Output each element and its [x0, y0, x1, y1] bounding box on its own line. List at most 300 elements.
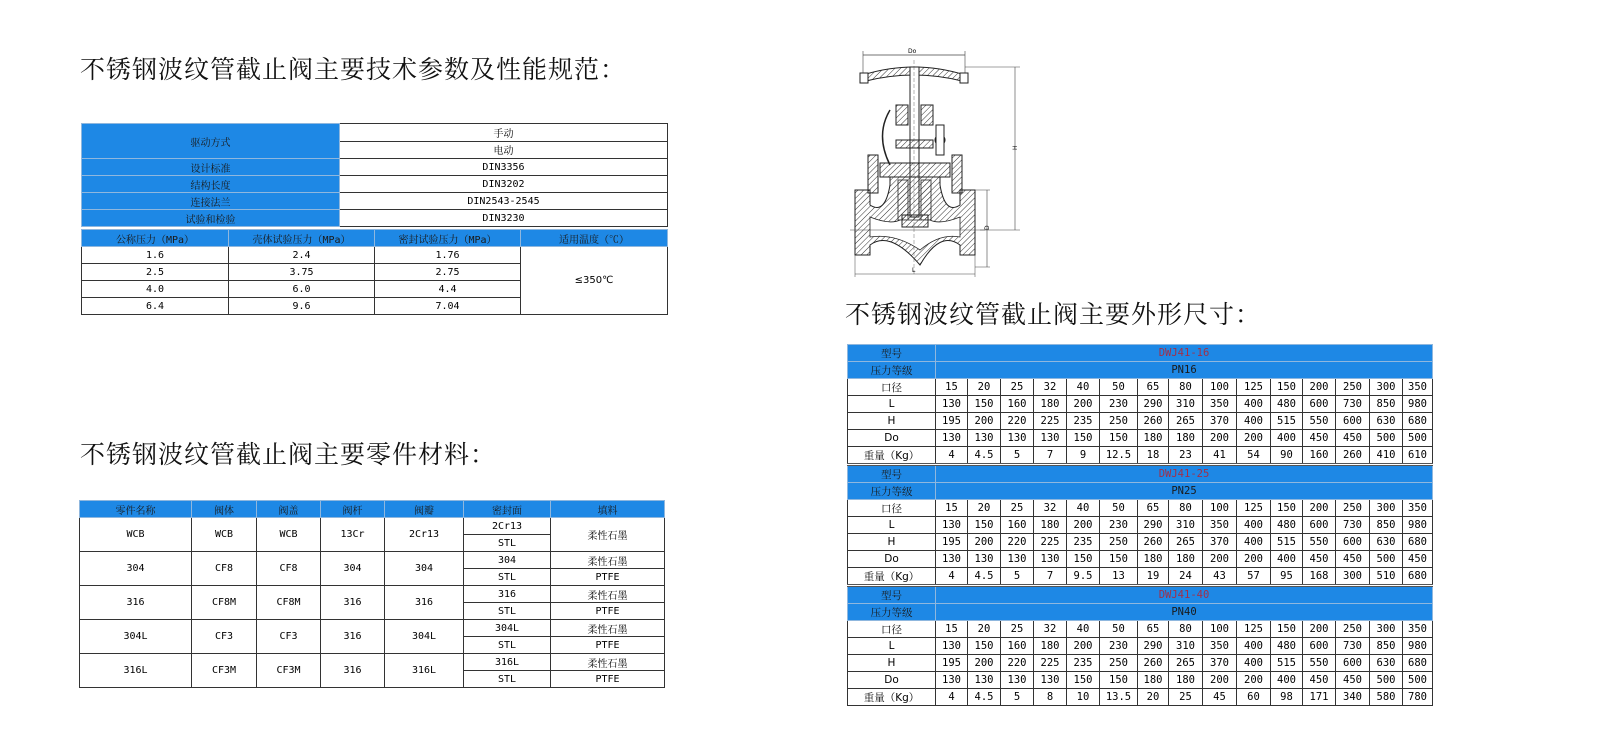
dimension-cell: 90 — [1271, 447, 1303, 465]
dimension-cell: 400 — [1237, 413, 1271, 430]
dimension-cell: 5 — [1001, 689, 1034, 706]
dimension-cell: 130 — [936, 551, 968, 568]
dimension-cell: 500 — [1370, 672, 1403, 689]
dimension-cell: 95 — [1271, 568, 1303, 586]
dimension-cell: 43 — [1203, 568, 1237, 586]
pressure-cell: 6.4 — [82, 298, 229, 315]
dimension-cell: 130 — [936, 430, 968, 447]
dimension-cell: 200 — [1067, 517, 1100, 534]
dimension-row — [848, 689, 1433, 706]
dimension-row-label: H — [848, 655, 936, 672]
dimension-cell: 200 — [968, 413, 1001, 430]
dimension-cell: 130 — [968, 672, 1001, 689]
pressure-cell: 2.5 — [82, 264, 229, 281]
material-bonnet: CF3M — [257, 654, 321, 688]
pressure-label: 压力等级 — [848, 483, 936, 500]
dimension-cell: 310 — [1169, 638, 1203, 655]
dimension-row-label: 口径 — [848, 621, 936, 638]
temperature-cell: ≤350℃ — [521, 247, 668, 315]
dimension-cell: 195 — [936, 655, 968, 672]
pressure-row — [848, 604, 1433, 621]
dimension-row-label: 重量（Kg） — [848, 689, 936, 706]
dimension-cell: 13.5 — [1100, 689, 1138, 706]
dimension-cell: 4.5 — [968, 689, 1001, 706]
material-seal: 316 — [464, 586, 551, 603]
dimension-cell: 250 — [1336, 621, 1370, 638]
dimension-cell: 400 — [1237, 534, 1271, 551]
dimension-cell: 310 — [1169, 517, 1203, 534]
dimension-cell: 250 — [1336, 500, 1370, 517]
dimension-row — [848, 534, 1433, 551]
dimension-row — [848, 379, 1433, 396]
pressure-cell: 6.0 — [229, 281, 375, 298]
pressure-cell: 2.75 — [375, 264, 521, 281]
pressure-header: 壳体试验压力（MPa） — [229, 230, 375, 247]
dimension-cell: 200 — [1237, 672, 1271, 689]
dimension-row-label: 重量（Kg） — [848, 447, 936, 465]
dimension-cell: 260 — [1138, 534, 1169, 551]
dimension-cell: 25 — [1169, 689, 1203, 706]
material-seal: STL — [464, 535, 551, 552]
dimension-cell: 200 — [1203, 430, 1237, 447]
material-body: CF8 — [192, 552, 257, 586]
dimension-cell: 150 — [968, 517, 1001, 534]
dimension-cell: 730 — [1336, 396, 1370, 413]
material-name: WCB — [80, 518, 192, 552]
dimension-cell: 265 — [1169, 534, 1203, 551]
dimension-cell: 500 — [1370, 430, 1403, 447]
dimension-cell: 18 — [1138, 447, 1169, 465]
pressure-cell: 1.76 — [375, 247, 521, 264]
specs-table — [81, 123, 668, 227]
materials-header: 零件名称 — [80, 501, 192, 518]
material-bonnet: CF3 — [257, 620, 321, 654]
dimension-row-label: H — [848, 413, 936, 430]
dimension-row — [848, 551, 1433, 568]
spec-label: 试验和检验 — [82, 210, 340, 227]
dimension-cell: 150 — [1067, 551, 1100, 568]
material-packing: 柔性石墨 — [551, 518, 665, 552]
dimension-cell: 515 — [1271, 534, 1303, 551]
dimension-cell: 7 — [1034, 447, 1067, 465]
material-packing: 柔性石墨 — [551, 552, 665, 569]
dimension-cell: 150 — [1100, 551, 1138, 568]
dimension-cell: 100 — [1203, 379, 1237, 396]
dimension-cell: 41 — [1203, 447, 1237, 465]
dimension-row — [848, 655, 1433, 672]
pressure-value: PN25 — [936, 483, 1433, 500]
dimension-cell: 12.5 — [1100, 447, 1138, 465]
dimension-cell: 23 — [1169, 447, 1203, 465]
dimension-cell: 400 — [1237, 638, 1271, 655]
material-name: 316 — [80, 586, 192, 620]
material-bonnet: WCB — [257, 518, 321, 552]
pressure-label: 压力等级 — [848, 604, 936, 621]
dimension-cell: 100 — [1203, 500, 1237, 517]
dimension-cell: 25 — [1001, 379, 1034, 396]
dimension-cell: 40 — [1067, 621, 1100, 638]
dimension-cell: 5 — [1001, 568, 1034, 586]
dimension-cell: 200 — [1203, 551, 1237, 568]
dimension-row — [848, 517, 1433, 534]
dimension-cell: 350 — [1203, 517, 1237, 534]
dimension-cell: 20 — [968, 500, 1001, 517]
dimension-cell: 600 — [1336, 413, 1370, 430]
dimension-cell: 310 — [1169, 396, 1203, 413]
dimension-cell: 125 — [1237, 621, 1271, 638]
dimension-cell: 250 — [1100, 655, 1138, 672]
dimension-cell: 480 — [1271, 517, 1303, 534]
material-disc: 304L — [385, 620, 464, 654]
dimension-cell: 510 — [1370, 568, 1403, 586]
dimension-cell: 130 — [1001, 430, 1034, 447]
dimension-cell: 500 — [1403, 672, 1433, 689]
dimension-cell: 9 — [1067, 447, 1100, 465]
dimension-row-label: Do — [848, 551, 936, 568]
material-packing: 柔性石墨 — [551, 654, 665, 671]
dimension-row-label: L — [848, 396, 936, 413]
dimension-cell: 350 — [1403, 500, 1433, 517]
dimension-cell: 125 — [1237, 500, 1271, 517]
material-packing: PTFE — [551, 569, 665, 586]
dimension-row — [848, 568, 1433, 586]
dimension-cell: 25 — [1001, 500, 1034, 517]
dimension-cell: 100 — [1203, 621, 1237, 638]
spec-value: DIN3356 — [340, 159, 668, 176]
material-packing: PTFE — [551, 637, 665, 654]
dimension-cell: 4.5 — [968, 568, 1001, 586]
dimension-cell: 130 — [936, 638, 968, 655]
dimension-cell: 180 — [1169, 551, 1203, 568]
dimension-cell: 235 — [1067, 413, 1100, 430]
dimension-cell: 450 — [1336, 430, 1370, 447]
dimension-cell: 45 — [1203, 689, 1237, 706]
dimension-row-label: 口径 — [848, 379, 936, 396]
dimension-cell: 130 — [1034, 551, 1067, 568]
dimension-cell: 630 — [1370, 655, 1403, 672]
pressure-header: 适用温度（℃） — [521, 230, 668, 247]
dimension-row — [848, 500, 1433, 517]
dimension-cell: 195 — [936, 413, 968, 430]
dimension-cell: 200 — [1237, 551, 1271, 568]
dimension-cell: 4 — [936, 568, 968, 586]
dimension-cell: 195 — [936, 534, 968, 551]
pressure-cell: 9.6 — [229, 298, 375, 315]
dimension-cell: 130 — [936, 672, 968, 689]
model-label: 型号 — [848, 465, 936, 483]
dimension-cell: 340 — [1336, 689, 1370, 706]
spec-label: 连接法兰 — [82, 193, 340, 210]
dimension-cell: 225 — [1034, 534, 1067, 551]
specs-title: 不锈钢波纹管截止阀主要技术参数及性能规范： — [80, 55, 627, 84]
pressure-cell: 7.04 — [375, 298, 521, 315]
model-label: 型号 — [848, 345, 936, 362]
dimension-cell: 220 — [1001, 534, 1034, 551]
dimension-cell: 980 — [1403, 396, 1433, 413]
dimension-cell: 130 — [1034, 672, 1067, 689]
dimension-cell: 450 — [1336, 672, 1370, 689]
model-value: DWJ41-16 — [936, 345, 1433, 362]
material-packing: 柔性石墨 — [551, 586, 665, 603]
dimension-cell: 180 — [1034, 396, 1067, 413]
drive-label: 驱动方式 — [82, 124, 340, 159]
material-bonnet: CF8 — [257, 552, 321, 586]
material-seal: 2Cr13 — [464, 518, 551, 535]
dimension-cell: 400 — [1271, 672, 1303, 689]
dimension-cell: 300 — [1336, 568, 1370, 586]
dimension-cell: 225 — [1034, 413, 1067, 430]
dimension-cell: 180 — [1138, 430, 1169, 447]
dimension-row — [848, 638, 1433, 655]
material-seal: STL — [464, 603, 551, 620]
dimension-cell: 260 — [1336, 447, 1370, 465]
dimension-cell: 290 — [1138, 396, 1169, 413]
dimension-cell: 500 — [1370, 551, 1403, 568]
material-seal: STL — [464, 671, 551, 688]
dimension-cell: 290 — [1138, 517, 1169, 534]
dimension-cell: 225 — [1034, 655, 1067, 672]
dimension-cell: 850 — [1370, 517, 1403, 534]
material-name: 304 — [80, 552, 192, 586]
dimension-cell: 150 — [1271, 621, 1303, 638]
dimension-cell: 230 — [1100, 517, 1138, 534]
dimension-cell: 600 — [1336, 534, 1370, 551]
dimension-cell: 180 — [1034, 517, 1067, 534]
dimension-cell: 250 — [1336, 379, 1370, 396]
do-label: Do — [908, 48, 917, 55]
material-seal: 304L — [464, 620, 551, 637]
dimension-cell: 130 — [1001, 551, 1034, 568]
dimension-cell: 980 — [1403, 517, 1433, 534]
dimension-cell: 180 — [1138, 551, 1169, 568]
dimension-cell: 230 — [1100, 638, 1138, 655]
dimension-cell: 250 — [1100, 534, 1138, 551]
dimension-cell: 400 — [1237, 396, 1271, 413]
material-disc: 304 — [385, 552, 464, 586]
dimension-cell: 550 — [1303, 413, 1336, 430]
dimension-cell: 200 — [1067, 396, 1100, 413]
dimension-row — [848, 672, 1433, 689]
dimension-cell: 300 — [1370, 500, 1403, 517]
dimension-cell: 160 — [1001, 396, 1034, 413]
dimension-cell: 680 — [1403, 655, 1433, 672]
dimension-cell: 19 — [1138, 568, 1169, 586]
dimension-cell: 300 — [1370, 379, 1403, 396]
dimension-cell: 500 — [1403, 430, 1433, 447]
dimension-cell: 150 — [1067, 430, 1100, 447]
material-seal: STL — [464, 569, 551, 586]
dimension-cell: 180 — [1169, 430, 1203, 447]
dimension-cell: 630 — [1370, 534, 1403, 551]
pressure-row — [848, 362, 1433, 379]
dimension-cell: 150 — [1067, 672, 1100, 689]
dimension-cell: 80 — [1169, 621, 1203, 638]
dimension-cell: 600 — [1303, 638, 1336, 655]
dimension-cell: 260 — [1138, 413, 1169, 430]
materials-header: 阀盖 — [257, 501, 321, 518]
dimension-cell: 600 — [1303, 517, 1336, 534]
dimension-cell: 200 — [968, 655, 1001, 672]
dimensions-table — [847, 344, 1433, 706]
dimension-cell: 32 — [1034, 379, 1067, 396]
materials-header: 阀杆 — [321, 501, 385, 518]
dimension-cell: 680 — [1403, 534, 1433, 551]
material-disc: 316L — [385, 654, 464, 688]
dimension-cell: 5 — [1001, 447, 1034, 465]
dimension-cell: 220 — [1001, 655, 1034, 672]
dimension-cell: 515 — [1271, 413, 1303, 430]
dimension-cell: 15 — [936, 500, 968, 517]
dimension-cell: 850 — [1370, 396, 1403, 413]
drive-value-electric: 电动 — [340, 141, 668, 159]
dimension-cell: 9.5 — [1067, 568, 1100, 586]
dimension-cell: 400 — [1271, 551, 1303, 568]
dimension-cell: 8 — [1034, 689, 1067, 706]
dimension-cell: 57 — [1237, 568, 1271, 586]
pressure-cell: 4.4 — [375, 281, 521, 298]
spec-label: 结构长度 — [82, 176, 340, 193]
dimension-cell: 450 — [1336, 551, 1370, 568]
dimension-cell: 350 — [1403, 621, 1433, 638]
dimension-cell: 160 — [1001, 638, 1034, 655]
dimension-row — [848, 447, 1433, 465]
model-label: 型号 — [848, 586, 936, 604]
material-packing: PTFE — [551, 603, 665, 620]
dimension-cell: 400 — [1271, 430, 1303, 447]
dimension-row-label: H — [848, 534, 936, 551]
dimension-cell: 20 — [1138, 689, 1169, 706]
dimension-cell: 130 — [936, 396, 968, 413]
dimension-cell: 265 — [1169, 413, 1203, 430]
model-row — [848, 586, 1433, 604]
dimension-row-label: L — [848, 638, 936, 655]
dimension-row — [848, 413, 1433, 430]
dimension-cell: 260 — [1138, 655, 1169, 672]
dimension-row-label: L — [848, 517, 936, 534]
material-stem: 304 — [321, 552, 385, 586]
dimension-cell: 220 — [1001, 413, 1034, 430]
dimension-row — [848, 430, 1433, 447]
dimension-cell: 10 — [1067, 689, 1100, 706]
dimension-cell: 25 — [1001, 621, 1034, 638]
dimension-cell: 130 — [968, 430, 1001, 447]
dimension-cell: 350 — [1203, 396, 1237, 413]
material-bonnet: CF8M — [257, 586, 321, 620]
model-row — [848, 465, 1433, 483]
dimension-cell: 40 — [1067, 500, 1100, 517]
dimension-cell: 150 — [1100, 672, 1138, 689]
dimension-cell: 40 — [1067, 379, 1100, 396]
dimension-cell: 200 — [1303, 621, 1336, 638]
dimension-cell: 350 — [1203, 638, 1237, 655]
dimension-cell: 235 — [1067, 534, 1100, 551]
model-value: DWJ41-25 — [936, 465, 1433, 483]
dimension-cell: 130 — [968, 551, 1001, 568]
dimension-cell: 250 — [1100, 413, 1138, 430]
dimension-cell: 630 — [1370, 413, 1403, 430]
dimension-cell: 180 — [1034, 638, 1067, 655]
dimension-cell: 4 — [936, 689, 968, 706]
material-packing: 柔性石墨 — [551, 620, 665, 637]
dimension-cell: 180 — [1138, 672, 1169, 689]
dimension-cell: 680 — [1403, 413, 1433, 430]
dimension-cell: 80 — [1169, 500, 1203, 517]
dimension-cell: 200 — [1203, 672, 1237, 689]
pressure-row — [848, 483, 1433, 500]
dimension-cell: 15 — [936, 621, 968, 638]
dimension-row-label: 口径 — [848, 500, 936, 517]
material-body: WCB — [192, 518, 257, 552]
dimension-cell: 7 — [1034, 568, 1067, 586]
dimension-cell: 168 — [1303, 568, 1336, 586]
valve-cross-section-diagram — [850, 45, 1030, 280]
dimension-cell: 370 — [1203, 534, 1237, 551]
material-body: CF8M — [192, 586, 257, 620]
material-seal: STL — [464, 637, 551, 654]
h-label: H — [1012, 145, 1019, 150]
spec-value: DIN2543-2545 — [340, 193, 668, 210]
dimension-cell: 150 — [968, 396, 1001, 413]
materials-header: 填料 — [551, 501, 665, 518]
dimension-cell: 160 — [1001, 517, 1034, 534]
dimension-cell: 50 — [1100, 379, 1138, 396]
dimension-cell: 24 — [1169, 568, 1203, 586]
dimension-cell: 50 — [1100, 500, 1138, 517]
dimension-cell: 515 — [1271, 655, 1303, 672]
dimension-cell: 60 — [1237, 689, 1271, 706]
pressure-label: 压力等级 — [848, 362, 936, 379]
dimension-cell: 480 — [1271, 396, 1303, 413]
material-disc: 316 — [385, 586, 464, 620]
dimension-cell: 200 — [1067, 638, 1100, 655]
dimension-cell: 65 — [1138, 621, 1169, 638]
dimension-cell: 450 — [1303, 430, 1336, 447]
dimension-cell: 150 — [1100, 430, 1138, 447]
pressure-cell: 1.6 — [82, 247, 229, 264]
dimension-cell: 160 — [1303, 447, 1336, 465]
dimension-cell: 550 — [1303, 655, 1336, 672]
material-body: CF3M — [192, 654, 257, 688]
dimension-cell: 450 — [1403, 551, 1433, 568]
pressure-cell: 2.4 — [229, 247, 375, 264]
dimension-cell: 290 — [1138, 638, 1169, 655]
material-name: 304L — [80, 620, 192, 654]
l-label: L — [912, 267, 916, 274]
pressure-value: PN40 — [936, 604, 1433, 621]
dimension-cell: 150 — [968, 638, 1001, 655]
dimension-cell: 15 — [936, 379, 968, 396]
materials-title: 不锈钢波纹管截止阀主要零件材料： — [80, 440, 497, 469]
dimension-row-label: Do — [848, 430, 936, 447]
dimension-cell: 54 — [1237, 447, 1271, 465]
dimension-cell: 98 — [1271, 689, 1303, 706]
dimension-cell: 125 — [1237, 379, 1271, 396]
dimension-cell: 65 — [1138, 500, 1169, 517]
dimension-row — [848, 396, 1433, 413]
material-seal: 316L — [464, 654, 551, 671]
dimension-cell: 730 — [1336, 638, 1370, 655]
dimension-cell: 13 — [1100, 568, 1138, 586]
dimension-cell: 980 — [1403, 638, 1433, 655]
dimension-cell: 850 — [1370, 638, 1403, 655]
dimension-cell: 610 — [1403, 447, 1433, 465]
pressure-cell: 3.75 — [229, 264, 375, 281]
dimension-cell: 150 — [1271, 379, 1303, 396]
dimension-cell: 32 — [1034, 621, 1067, 638]
spec-value: DIN3230 — [340, 210, 668, 227]
dimension-cell: 130 — [1001, 672, 1034, 689]
dimension-cell: 730 — [1336, 517, 1370, 534]
